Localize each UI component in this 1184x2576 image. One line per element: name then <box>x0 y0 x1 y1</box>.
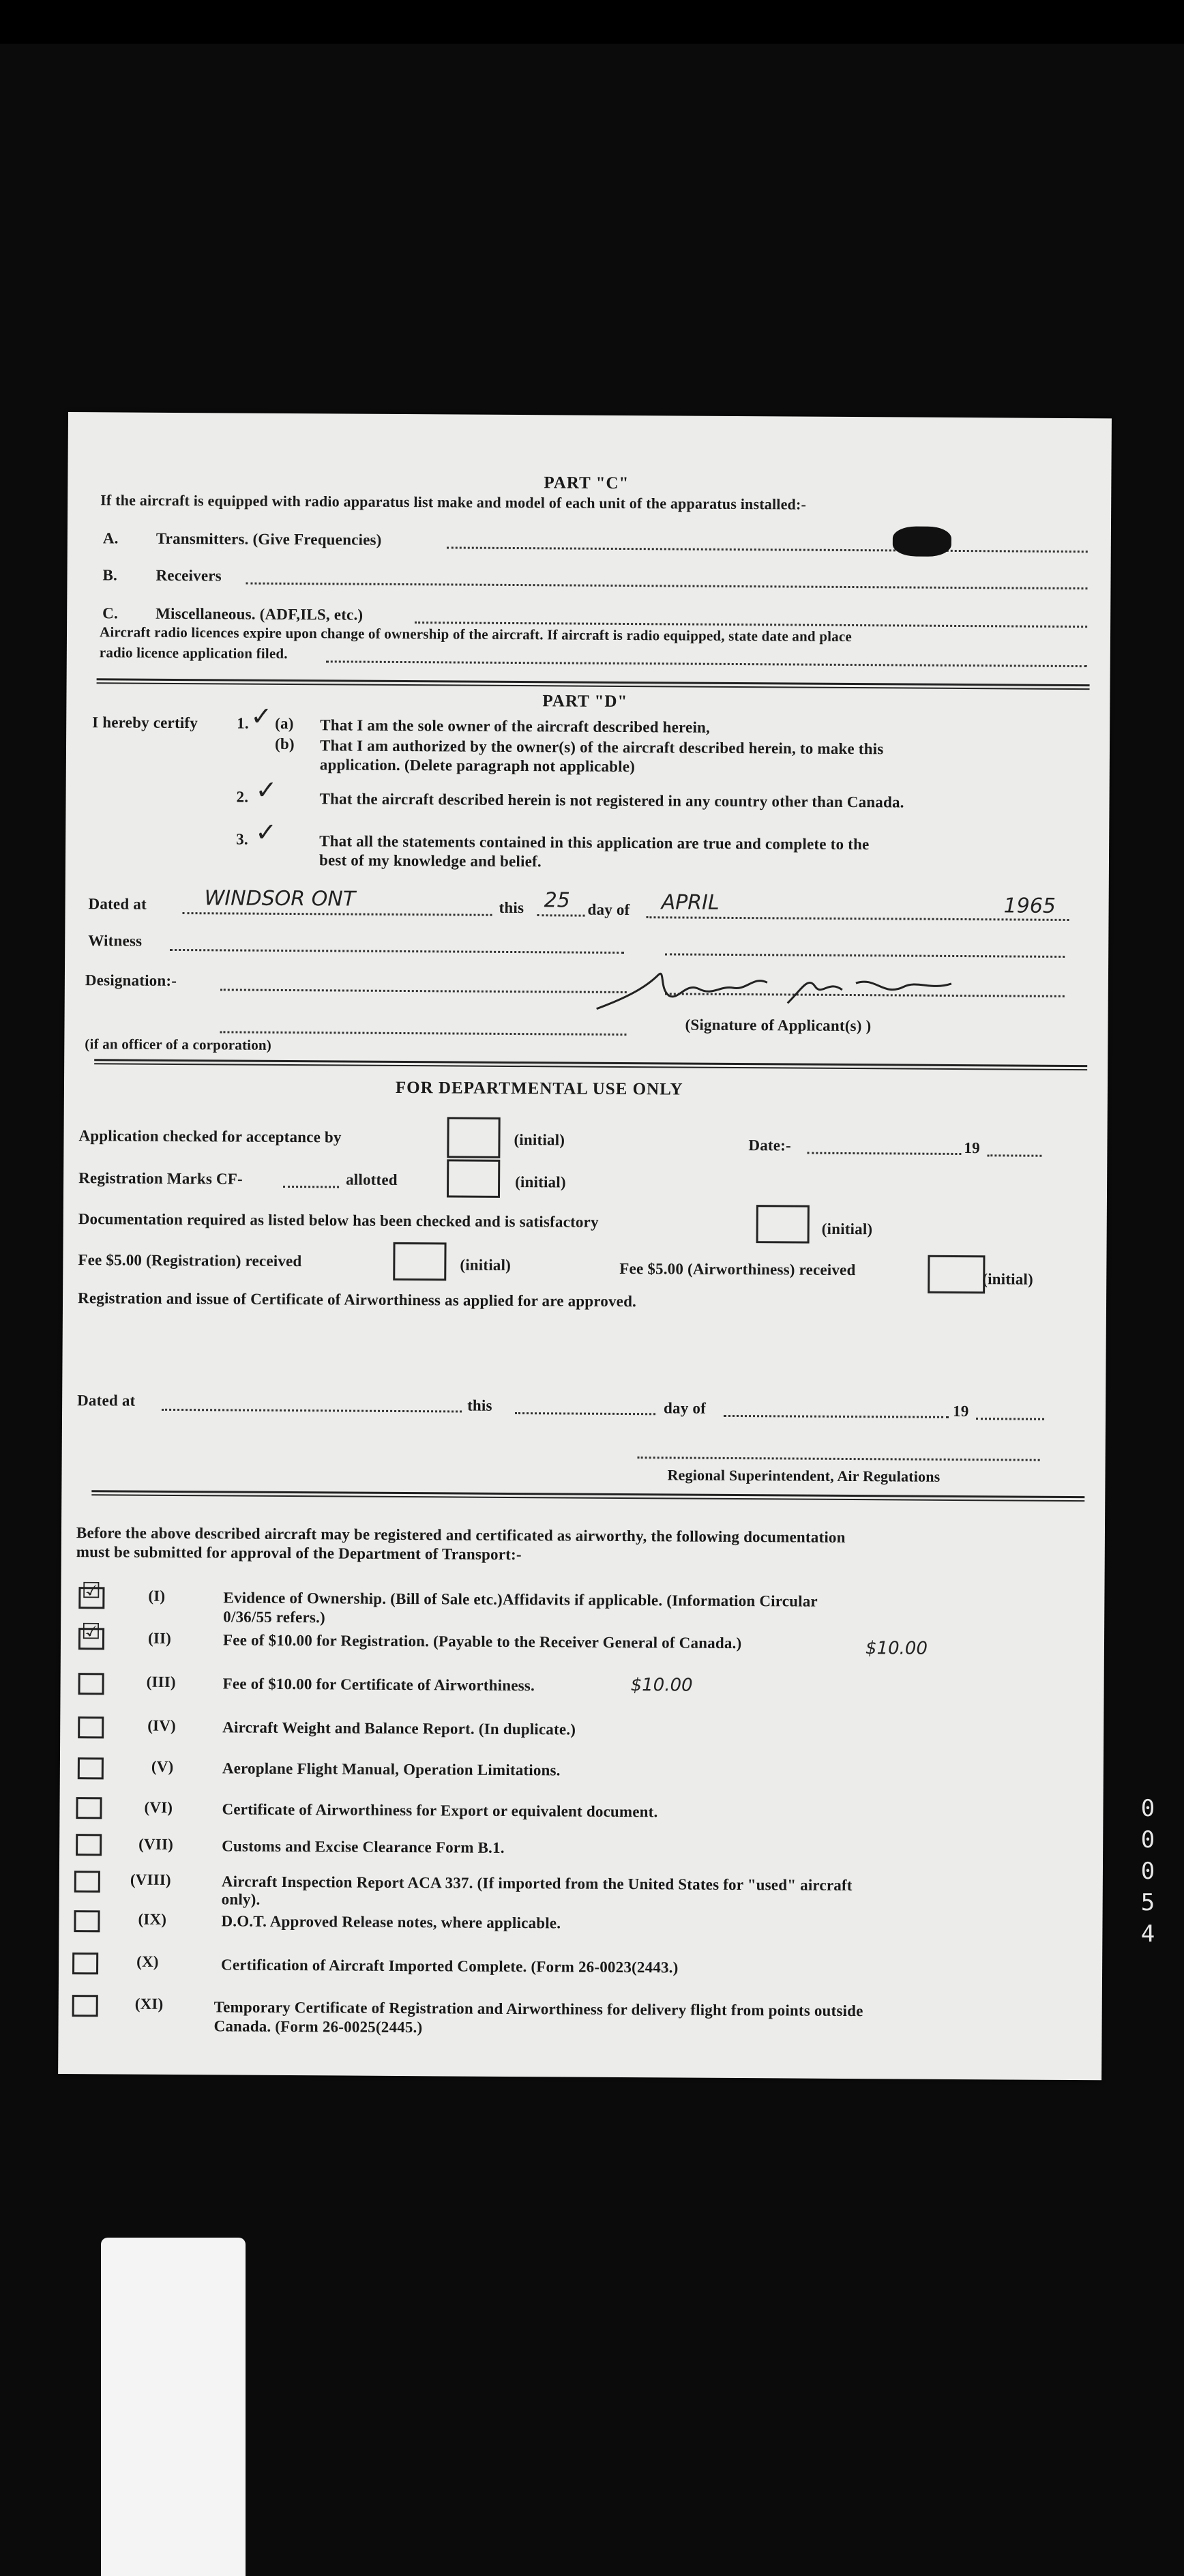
tick-mark-2: ✓ <box>255 774 278 805</box>
film-label-patch <box>101 2238 246 2576</box>
doc-num-8: (VIII) <box>130 1871 171 1888</box>
doc-num-5: (V) <box>151 1757 174 1775</box>
receivers-line[interactable] <box>246 583 1087 590</box>
documentation-initial-box[interactable] <box>756 1205 810 1243</box>
initial-label: (initial) <box>821 1220 873 1238</box>
part-d-heading: PART "D" <box>542 692 628 712</box>
fee-reg-initial-box[interactable] <box>393 1242 446 1280</box>
reg-marks-line[interactable] <box>283 1186 339 1188</box>
doc-text-4: Aircraft Weight and Balance Report. (In duplicate.) <box>222 1718 576 1738</box>
designation-line[interactable] <box>220 989 627 993</box>
dept-year-line[interactable] <box>976 1418 1044 1420</box>
doc-num-11: (XI) <box>134 1995 164 2012</box>
doc-text-2: Fee of $10.00 for Registration. (Payable to the Receiver General of Canada.) <box>222 1631 742 1652</box>
doc-note-3: $10.00 <box>630 1675 693 1696</box>
doc-text-7: Customs and Excise Clearance Form B.1. <box>222 1837 505 1856</box>
doc-text-8b: only). <box>221 1890 261 1908</box>
doc-num-9: (IX) <box>138 1910 167 1928</box>
c3-number: 3. <box>236 830 248 848</box>
this-label: this <box>499 898 524 917</box>
doc-text-9: D.O.T. Approved Release notes, where applicable. <box>221 1912 561 1932</box>
doc-text-3: Fee of $10.00 for Certificate of Airworthiness. <box>222 1675 535 1695</box>
this-label-2: this <box>467 1396 492 1414</box>
redaction-blot <box>893 526 951 557</box>
officer-note: (if an officer of a corporation) <box>85 1036 272 1053</box>
item-b-label: Receivers <box>156 566 222 585</box>
superintendent-signature-line[interactable] <box>638 1457 1040 1461</box>
doc-num-6: (VI) <box>144 1798 173 1816</box>
item-c-letter: C. <box>102 604 119 622</box>
doc-check-2: ☑ <box>80 1618 101 1645</box>
transmitters-line[interactable] <box>447 546 1088 553</box>
doc-num-4: (IV) <box>147 1716 177 1735</box>
divider <box>94 1059 1087 1070</box>
item-b-letter: B. <box>102 566 118 584</box>
doc-text-5: Aeroplane Flight Manual, Operation Limitations. <box>222 1759 561 1779</box>
licence-note-2: radio licence application filed. <box>99 644 288 662</box>
c2-number: 2. <box>236 788 249 806</box>
doc-text-1b: 0/36/55 refers.) <box>223 1608 325 1626</box>
c1a-letter: (a) <box>275 714 294 733</box>
doc-text-8: Aircraft Inspection Report ACA 337. (If imported from the United States for "used" aircraft <box>221 1873 853 1894</box>
handwritten-day: 25 <box>544 888 570 913</box>
item-c-label: Miscellaneous. (ADF,ILS, etc.) <box>156 604 364 624</box>
tick-mark-3: ✓ <box>255 817 278 847</box>
c1b-letter: (b) <box>274 735 295 753</box>
dated-place-line[interactable] <box>183 912 492 916</box>
dept-month-line[interactable] <box>724 1415 949 1418</box>
approved-text: Registration and issue of Certificate of Airworthiness as applied for are approved. <box>77 1289 637 1311</box>
part-c-heading: PART "C" <box>544 473 630 493</box>
doc-text-11: Temporary Certificate of Registration and Airworthiness for delivery flight from points outside <box>213 1998 863 2020</box>
divider <box>97 678 1090 690</box>
doc-checkbox-7[interactable] <box>76 1834 102 1856</box>
certify-label: I hereby certify <box>92 714 198 732</box>
item-a-letter: A. <box>102 529 119 547</box>
doc-checkbox-9[interactable] <box>74 1910 100 1932</box>
doc-text-11b: Canada. (Form 26-0025(2445.) <box>213 2017 423 2036</box>
handwritten-year: 1965 <box>1003 894 1056 918</box>
app-checked-initial-box[interactable] <box>447 1117 500 1158</box>
reg-marks-initial-box[interactable] <box>447 1159 500 1197</box>
dept-day-line[interactable] <box>515 1412 655 1415</box>
century-label: 19 <box>964 1139 980 1157</box>
app-checked-label: Application checked for acceptance by <box>78 1127 342 1146</box>
licence-note-1: Aircraft radio licences expire upon change of ownership of the aircraft. If aircraft is radio equipped, state date and place <box>99 624 852 645</box>
handwritten-place: WINDSOR ONT <box>204 886 356 911</box>
c1a-text: That I am the sole owner of the aircraft described herein, <box>320 716 711 736</box>
signature-label: (Signature of Applicant(s) ) <box>685 1016 872 1035</box>
day-of-label: day of <box>587 901 630 919</box>
doc-num-1: (I) <box>148 1587 166 1605</box>
document-page <box>58 412 1112 2080</box>
dept-place-line[interactable] <box>162 1409 462 1413</box>
doc-checkbox-10[interactable] <box>72 1952 98 1974</box>
licence-line[interactable] <box>326 660 1087 667</box>
date-label: Date:- <box>748 1137 792 1154</box>
c1b-text-1: That I am authorized by the owner(s) of the aircraft described herein, to make this <box>319 737 884 758</box>
c3-text-1: That all the statements contained in this application are true and complete to the <box>319 832 870 853</box>
allotted-label: allotted <box>346 1171 398 1188</box>
reg-marks-label: Registration Marks CF- <box>78 1169 243 1188</box>
departmental-heading: FOR DEPARTMENTAL USE ONLY <box>395 1078 683 1099</box>
day-of-label-2: day of <box>664 1399 707 1417</box>
doc-num-10: (X) <box>136 1952 159 1970</box>
fee-air-initial-box[interactable] <box>928 1255 985 1294</box>
divider <box>91 1490 1084 1502</box>
witness-label: Witness <box>88 932 143 950</box>
day-line[interactable] <box>537 914 584 916</box>
doc-num-7: (VII) <box>138 1835 174 1853</box>
century-label-2: 19 <box>953 1402 969 1420</box>
doc-checkbox-6[interactable] <box>76 1797 102 1819</box>
initial-label: (initial) <box>982 1270 1033 1288</box>
witness-line-2[interactable] <box>665 953 1065 958</box>
year-line[interactable] <box>987 1154 1041 1156</box>
documentation-label: Documentation required as listed below has been checked and is satisfactory <box>78 1210 599 1231</box>
applicant-signature <box>583 961 966 1025</box>
doc-checkbox-8[interactable] <box>74 1871 100 1892</box>
doc-num-3: (III) <box>146 1673 176 1690</box>
doc-checkbox-4[interactable] <box>78 1716 104 1738</box>
doc-note-2: $10.00 <box>865 1638 928 1659</box>
officer-line[interactable] <box>220 1031 626 1036</box>
frame-number: 0 0 0 5 4 <box>1140 1795 1155 1948</box>
c1-number: 1. <box>237 714 249 732</box>
film-edge <box>0 0 1184 44</box>
doc-check-1: ☑ <box>81 1577 102 1604</box>
tick-mark-1: ✓ <box>250 701 273 731</box>
handwritten-month: APRIL <box>661 890 720 915</box>
fee-air-label: Fee $5.00 (Airworthiness) received <box>619 1259 856 1279</box>
date-line[interactable] <box>807 1152 961 1155</box>
regional-superintendent: Regional Superintendent, Air Regulations <box>667 1466 941 1485</box>
dated-at-label: Dated at <box>88 895 147 913</box>
doc-text-10: Certification of Aircraft Imported Complete. (Form 26-0023(2443.) <box>221 1956 679 1976</box>
c3-text-2: best of my knowledge and belief. <box>319 851 542 870</box>
initial-label: (initial) <box>515 1173 566 1191</box>
doc-checkbox-11[interactable] <box>72 1995 98 2017</box>
part-c-intro: If the aircraft is equipped with radio apparatus list make and model of each unit of the apparatus installed:- <box>100 491 807 513</box>
witness-line[interactable] <box>170 949 624 954</box>
designation-label: Designation:- <box>85 971 177 989</box>
doc-text-6: Certificate of Airworthiness for Export or equivalent document. <box>222 1800 658 1821</box>
c1b-text-2: application. (Delete paragraph not applicable) <box>319 756 636 776</box>
doc-intro-1: Before the above described aircraft may be registered and certificated as airworthy, the following documentation <box>76 1524 846 1546</box>
item-a-label: Transmitters. (Give Frequencies) <box>156 529 382 548</box>
doc-checkbox-5[interactable] <box>78 1757 104 1779</box>
dated-at-label-2: Dated at <box>77 1392 136 1409</box>
doc-num-2: (II) <box>147 1629 172 1647</box>
doc-checkbox-3[interactable] <box>78 1673 104 1695</box>
initial-label: (initial) <box>514 1131 565 1149</box>
initial-label: (initial) <box>460 1256 512 1274</box>
fee-reg-label: Fee $5.00 (Registration) received <box>78 1251 302 1270</box>
c2-text: That the aircraft described herein is not registered in any country other than Canada. <box>319 790 904 811</box>
doc-text-1: Evidence of Ownership. (Bill of Sale etc.)Affidavits if applicable. (Information Circular <box>223 1589 818 1610</box>
doc-intro-2: must be submitted for approval of the Department of Transport:- <box>76 1543 522 1564</box>
